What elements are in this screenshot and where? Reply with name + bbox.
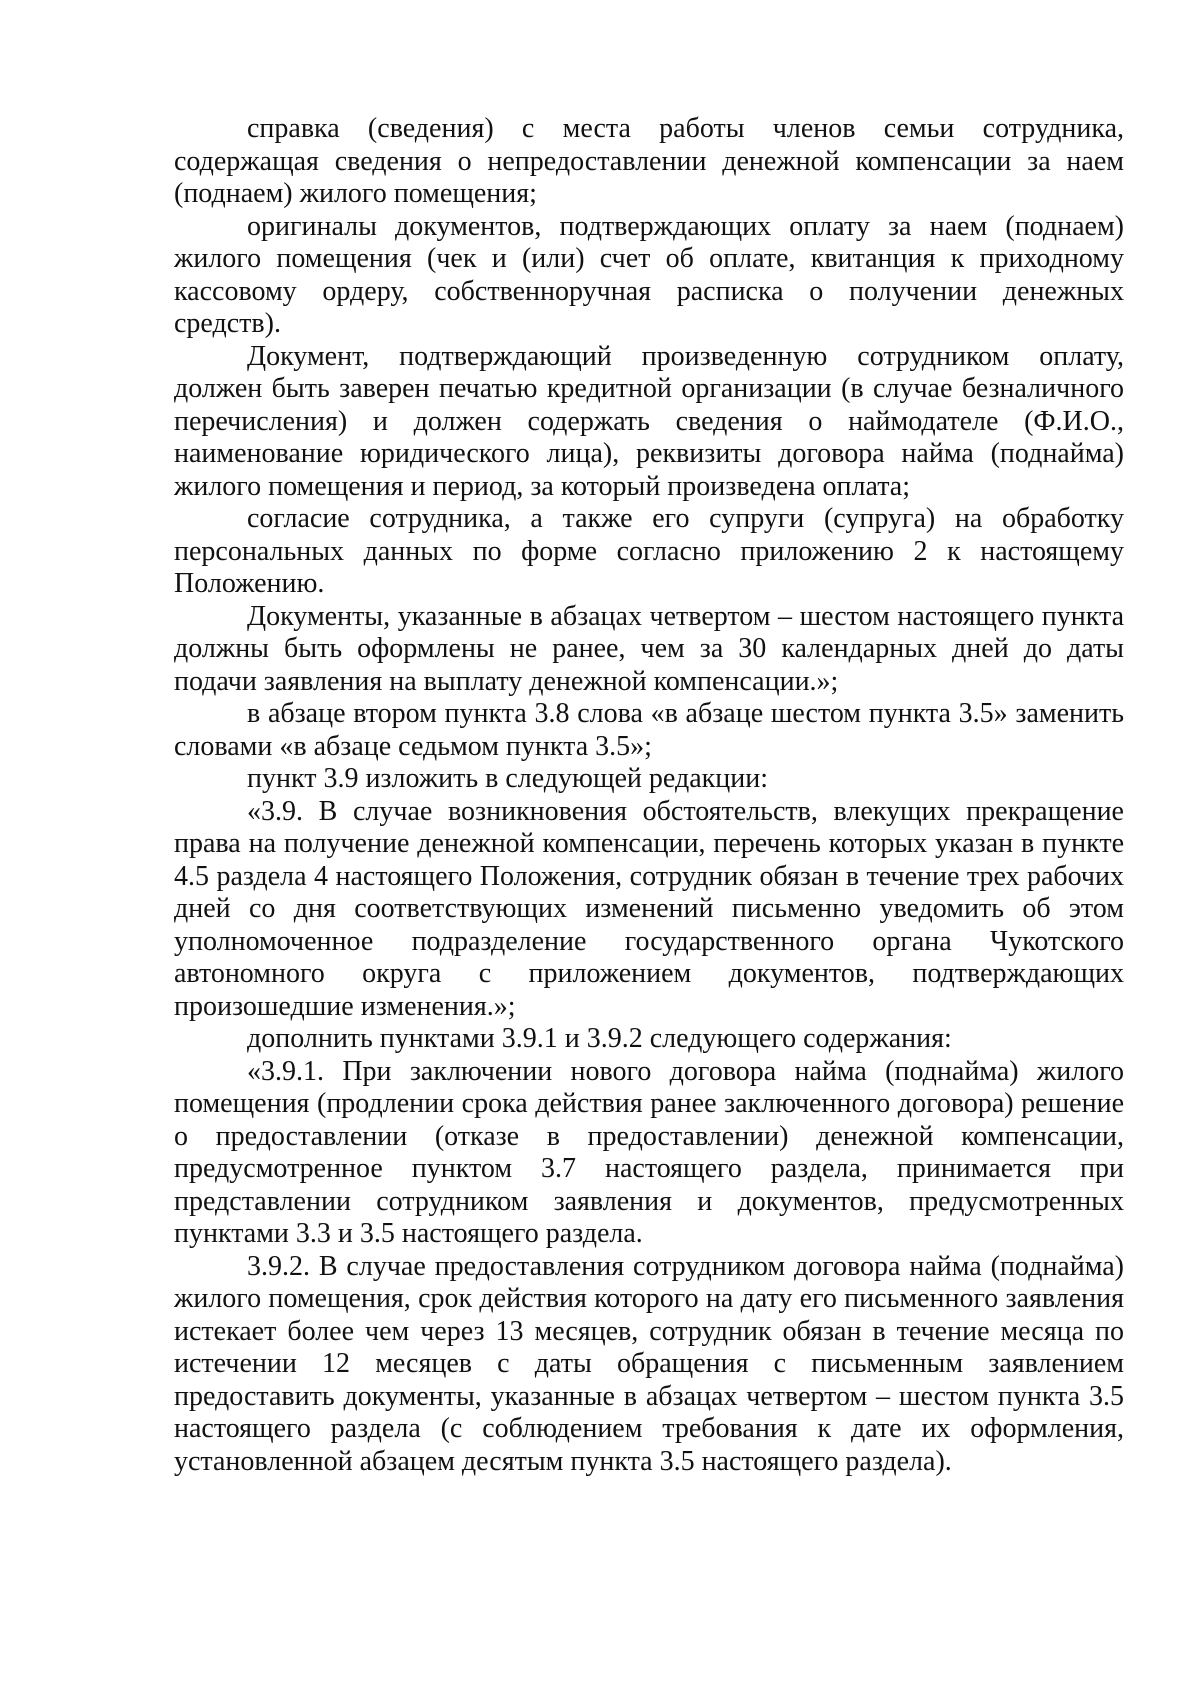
- paragraph-payment-originals: оригиналы документов, подтверждающих оплату за наем (поднаем) жилого помещения (чек и (или) счет об оплате, квитанция к приходному кассовому ордеру, собственноручная расписка о получении денежных средств).: [174, 210, 1124, 339]
- paragraph-clause-3-9-1: «3.9.1. При заключении нового договора найма (поднайма) жилого помещения (продлении срока действия ранее заключенного договора) решение о предоставлении (отказе в предоставлении) денежной компенсации, предусмотренное пунктом 3.7 настоящего раздела, принимается при представлении сотрудником заявления и документов, предусмотренных пунктами 3.3 и 3.5 настоящего раздела.: [174, 1055, 1124, 1249]
- paragraph-amend-3-8: в абзаце втором пункта 3.8 слова «в абзаце шестом пункта 3.5» заменить словами «в абзаце седьмом пункта 3.5»;: [174, 698, 1124, 762]
- paragraph-clause-3-9-2: 3.9.2. В случае предоставления сотрудником договора найма (поднайма) жилого помещения, срок действия которого на дату его письменного заявления истекает более чем через 13 месяцев, сотрудник обязан в течение месяца по истечении 12 месяцев с даты обращения с письменным заявлением предоставить документы, указанные в абзацах четвертом – шестом пункта 3.5 настоящего раздела (с соблюдением требования к дате их оформления, установленной абзацем десятым пункта 3.5 настоящего раздела).: [174, 1250, 1124, 1477]
- paragraph-add-clauses: дополнить пунктами 3.9.1 и 3.9.2 следующего содержания:: [247, 1023, 952, 1054]
- paragraph-consent: согласие сотрудника, а также его супруги (супруга) на обработку персональных данных по форме согласно приложению 2 к настоящему Положению.: [174, 503, 1124, 599]
- paragraph-employment-certificate: справка (сведения) с места работы членов семьи сотрудника, содержащая сведения о непредоставлении денежной компенсации за наем (поднаем) жилого помещения;: [174, 113, 1124, 209]
- paragraph-documents-deadline: Документы, указанные в абзацах четвертом – шестом настоящего пункта должны быть оформлены не ранее, чем за 30 календарных дней до даты подачи заявления на выплату денежной компенсации.»;: [174, 600, 1124, 697]
- paragraph-restate-3-9: пункт 3.9 изложить в следующей редакции:: [247, 763, 768, 794]
- paragraph-payment-document: Документ, подтверждающий произведенную сотрудником оплату, должен быть заверен печатью кредитной организации (в случае безналичного перечисления) и должен содержать сведения о наймодателе (Ф.И.О., наименование юридического лица), реквизиты договора найма (поднайма) жилого помещения и период, за который произведена оплата;: [174, 340, 1124, 502]
- paragraph-clause-3-9: «3.9. В случае возникновения обстоятельств, влекущих прекращение права на получение денежной компенсации, перечень которых указан в пункте 4.5 раздела 4 настоящего Положения, сотрудник обязан в течение трех рабочих дней со дня соответствующих изменений письменно уведомить об этом уполномоченное подразделение государственного органа Чукотского автономного округа с приложением документов, подтверждающих произошедшие изменения.»;: [174, 795, 1124, 1022]
- document-page: [174, 113, 1124, 1478]
